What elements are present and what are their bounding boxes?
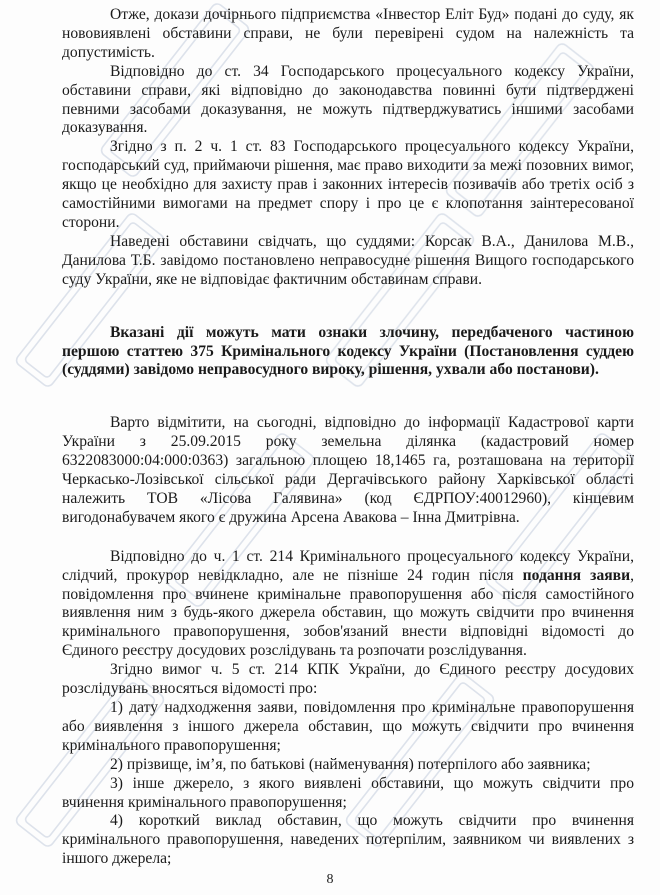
paragraph-crime-signs: Вказані дії можуть мати ознаки злочину, передбаченого частиною першою статтею 375 Кримінального кодексу України (Постановлення суддею (суддями) завідомо неправосудного вироку, рішення, ухвали або постанови). xyxy=(62,323,634,379)
paragraph-evidence: Отже, докази дочірнього підприємства «Інвестор Еліт Буд» подані до суду, як нововиявлені обставини справи, не були перевірені судом на належність та допустимість. xyxy=(62,6,634,61)
paragraph-judges: Наведені обставини свідчать, що суддями: Корсак В.А., Данилова М.В., Данилова Т.Б. завідомо постановлено неправосудне рішення Вищого господарського суду України, яке не відповідає фактичним обставинам справи. xyxy=(62,232,634,288)
paragraph-register-requirements: Згідно вимог ч. 5 ст. 214 КПК України, до Єдиного реєстру досудових розслідувань вносяться відомості про: xyxy=(62,661,634,698)
list-item: 2) прізвище, ім’я, по батькові (найменування) потерпілого або заявника; xyxy=(110,755,591,773)
document-body xyxy=(62,6,634,869)
list-item: 4) короткий виклад обставин, що можуть свідчити про вчинення кримінального правопорушення, наведених потерпілим, заявником чи виявлених з іншого джерела; xyxy=(62,812,634,868)
paragraph-article-214-bold: подання заяви xyxy=(522,566,631,584)
spacer xyxy=(62,380,634,414)
paragraph-cadastral: Варто відмітити, на сьогодні, відповідно до інформації Кадастрової карти України з 25.09.2015 року земельна ділянка (кадастровий номер 6322083000:04:000:0363) загальною площею 18,1465 га, розташована на території Черкасько-Лозівської сільської ради Дергачівського району Харківської області належить ТОВ «Лісова Галявина» (код ЄДРПОУ:40012960), кінцевим вигодонабувачем якого є дружина Арсена Авакова – Інна Дмитрівна. xyxy=(62,414,634,526)
list-item: 1) дату надходження заяви, повідомлення про кримінальне правопорушення або виявлення з іншого джерела обставин, що можуть свідчити про вчинення кримінального правопорушення; xyxy=(62,699,634,754)
spacer xyxy=(62,290,634,324)
paragraph-article-214-part2: , повідомлення про вчинене кримінальне правопорушення або після самостійного виявлення ним з будь-якого джерела обставин, що можуть свідчити про вчинення кримінального правопорушення, зобов'язаний внести відповідні відомості до Єдиного реєстру досудових розслідувань та розпочати розслідування. xyxy=(62,566,634,660)
spacer xyxy=(62,528,634,548)
paragraph-article-214 xyxy=(62,548,634,661)
page-number: 8 xyxy=(326,872,334,887)
paragraph-article-34: Відповідно до ст. 34 Господарського процесуального кодексу України, обставини справи, які відповідно до законодавства повинні бути підтверджені певними засобами доказування, не можуть підтверджуватись іншими засобами доказування. xyxy=(62,62,634,137)
paragraph-article-214-part1: Відповідно до ч. 1 ст. 214 Кримінального процесуального кодексу України, слідчий, прокурор невідкладно, але не пізніше 24 годин після xyxy=(62,547,634,584)
paragraph-article-83: Згідно з п. 2 ч. 1 ст. 83 Господарського процесуального кодексу України, господарський суд, приймаючи рішення, має право виходити за межі позовних вимог, якщо це необхідно для захисту прав і законних інтересів позивачів або третіх осіб з самостійними вимогами на предмет спору і про це є клопотання заінтересованої сторони. xyxy=(62,138,634,231)
list-item: 3) інше джерело, з якого виявлені обставини, що можуть свідчити про вчинення кримінального правопорушення; xyxy=(62,774,634,811)
